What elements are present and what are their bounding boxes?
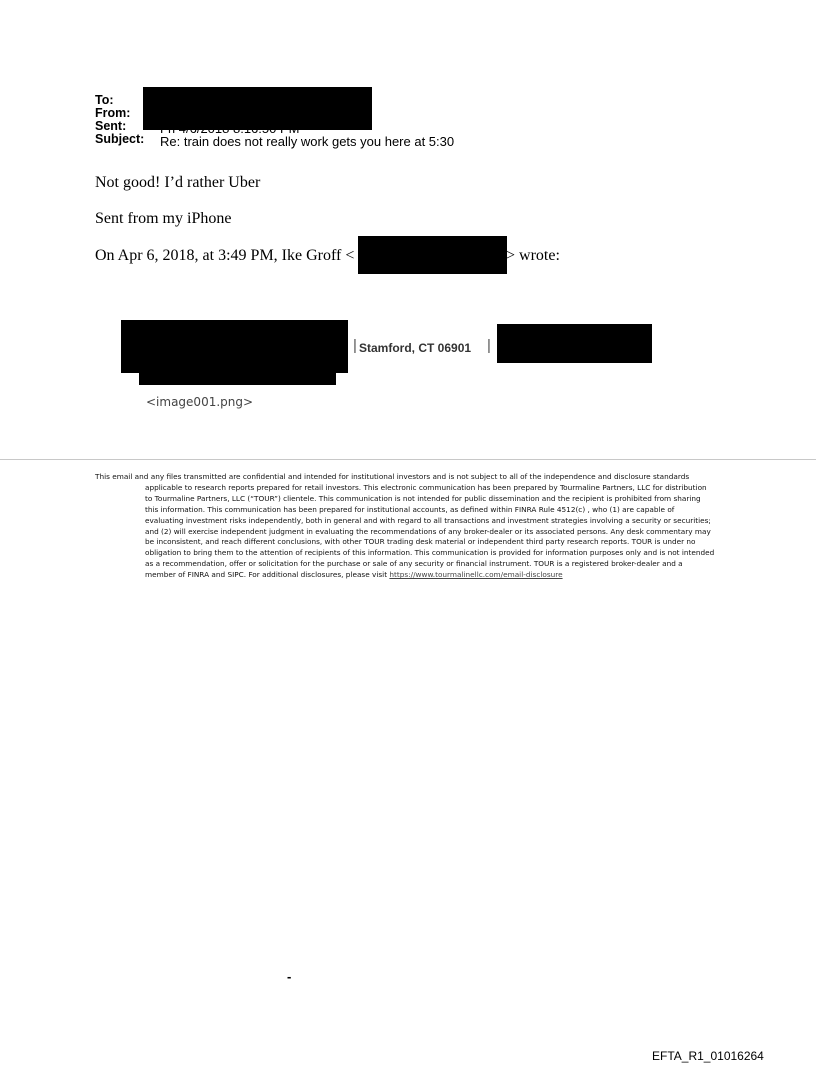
disclaimer bbox=[95, 472, 715, 581]
image-placeholder: <image001.png> bbox=[146, 395, 254, 409]
to-label: To: bbox=[95, 93, 114, 107]
page-dash: - bbox=[287, 969, 292, 984]
message-line-2: Sent from my iPhone bbox=[95, 210, 232, 227]
divider-line bbox=[0, 459, 816, 460]
signature-location: Stamford, CT 06901 bbox=[359, 341, 472, 355]
redaction-email-address bbox=[358, 236, 507, 274]
subject-label: Subject: bbox=[95, 132, 145, 146]
document-id: EFTA_R1_01016264 bbox=[652, 1049, 764, 1063]
subject-value: Re: train does not really work gets you here at 5:30 bbox=[160, 134, 455, 149]
sent-label: Sent: bbox=[95, 119, 127, 133]
redaction-signature-name bbox=[121, 320, 348, 373]
quote-suffix: > wrote: bbox=[506, 247, 560, 264]
redaction-signature-title bbox=[139, 370, 336, 385]
signature-separator-left: | bbox=[353, 337, 357, 354]
from-label: From: bbox=[95, 106, 131, 120]
signature-separator-right: | bbox=[487, 337, 491, 354]
redaction-signature-phone bbox=[497, 324, 652, 363]
quote-prefix: On Apr 6, 2018, at 3:49 PM, Ike Groff < bbox=[95, 247, 355, 264]
disclosure-link[interactable]: https://www.tourmalinellc.com/email-disclosure bbox=[389, 570, 563, 580]
message-line-1: Not good! I’d rather Uber bbox=[95, 174, 261, 191]
redaction-to-from bbox=[143, 87, 372, 130]
disclaimer-text: This email and any files transmitted are confidential and intended for institutional investors and is not subject to all of the independence and disclosure standards applicable to research reports prepared for retail investors. This electronic communication has been prepared by Tourmaline Partners, LLC for distribution to Tourmaline Partners, LLC (“TOUR”) clientele. This communication is not intended for public dissemination and the recipient is prohibited from sharing this information. This communication has been prepared for institutional accounts, as defined within FINRA Rule 4512(c) , who (1) are capable of evaluating investment risks independently, both in general and with regard to all transactions and investment strategies involving a security or securities; and (2) will exercise independent judgment in evaluating the recommendations of any broker-dealer or its associated persons. Any desk commentary may be inconsistent, and reach different conclusions, with other TOUR trading desk material or independent third party research reports. TOUR is under no obligation to bring them to the attention of recipients of this information. This communication is provided for information purposes only and is not intended as a recommendation, offer or solicitation for the purchase or sale of any security or financial instrument. TOUR is a registered broker-dealer and a member of FINRA and SIPC. For additional disclosures, please visit bbox=[95, 472, 715, 580]
